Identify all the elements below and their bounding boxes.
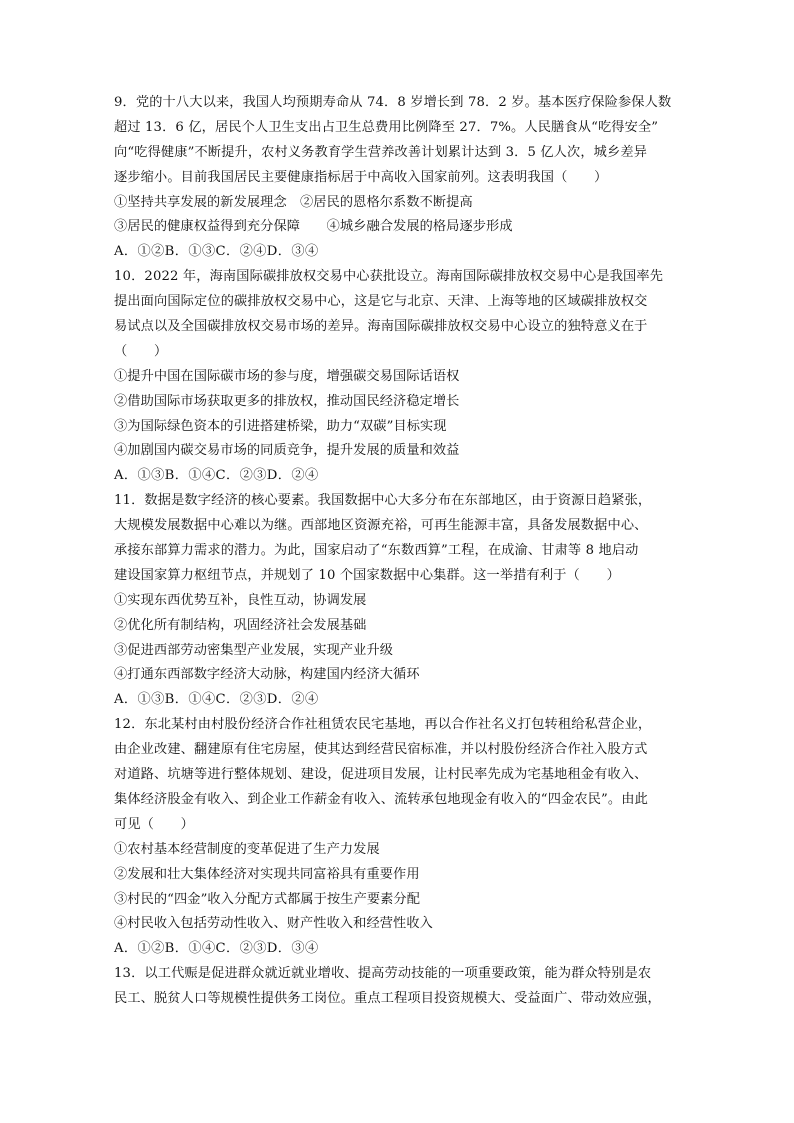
option-line: ④打通东西部数字经济大动脉，构建国内经济大循环 xyxy=(114,667,420,683)
question-stem-line: 民工、脱贫人口等规模性提供务工岗位。重点工程项目投资规模大、受益面广、带动效应强， xyxy=(114,991,661,1007)
answer-choices: A．①③B．①④C．②③D．②④ xyxy=(114,468,319,484)
option-line: ③居民的健康权益得到充分保障 ④城乡融合发展的格局逐步形成 xyxy=(114,219,513,235)
question-stem-line: （ ） xyxy=(114,343,168,359)
question-stem-line: 建设国家算力枢纽节点，并规划了 10 个国家数据中心集群。这一举措有利于（ ） xyxy=(114,567,620,583)
question-stem-line: 集体经济股金有收入、到企业工作薪金有收入、流转承包地现金有收入的“四金农民”。由此 xyxy=(114,791,648,807)
question-stem-line: 12．东北某村由村股份经济合作社租赁农民宅基地，再以合作社名义打包转租给私营企业， xyxy=(114,717,652,733)
option-line: ②借助国际市场获取更多的排放权，推动国民经济稳定增长 xyxy=(114,393,460,409)
question-stem-line: 逐步缩小。目前我国居民主要健康指标居于中高收入国家前列。这表明我国（ ） xyxy=(114,169,608,185)
answer-choices: A．①②B．①④C．②③D．③④ xyxy=(114,941,319,957)
question-stem-line: 10．2022 年，海南国际碳排放权交易中心获批设立。海南国际碳排放权交易中心是我国率先 xyxy=(114,269,664,285)
option-line: ③村民的“四金”收入分配方式都属于按生产要素分配 xyxy=(114,891,421,907)
option-line: ①坚持共享发展的新发展理念 ②居民的恩格尔系数不断提高 xyxy=(114,194,473,210)
question-11 xyxy=(114,489,688,713)
question-stem-line: 向“吃得健康”不断提升，农村义务教育学生营养改善计划累计达到 3．5 亿人次，城乡差异 xyxy=(114,144,648,160)
option-line: ①农村基本经营制度的变革促进了生产力发展 xyxy=(114,841,380,857)
option-line: ③促进西部劳动密集型产业发展，实现产业升级 xyxy=(114,642,394,658)
option-line: ④加剧国内碳交易市场的同质竞争，提升发展的质量和效益 xyxy=(114,443,460,459)
option-line: ②优化所有制结构，巩固经济社会发展基础 xyxy=(114,617,367,633)
question-9 xyxy=(114,91,688,265)
question-stem-line: 13．以工代赈是促进群众就近就业增收、提高劳动技能的一项重要政策，能为群众特别是农 xyxy=(114,966,652,982)
question-stem-line: 9．党的十八大以来，我国人均预期寿命从 74．8 岁增长到 78．2 岁。基本医疗保险参保人数 xyxy=(114,95,672,110)
question-13 xyxy=(114,962,688,1012)
answer-choices: A．①②B．①③C．②④D．③④ xyxy=(114,244,319,260)
option-line: ③为国际绿色资本的引进搭建桥梁，助力“双碳”目标实现 xyxy=(114,418,447,434)
answer-choices: A．①③B．①④C．②③D．②④ xyxy=(114,692,319,708)
question-stem-line: 对道路、坑塘等进行整体规划、建设，促进项目发展，让村民率先成为宅基地租金有收入、 xyxy=(114,767,648,783)
question-stem-line: 易试点以及全国碳排放权交易市场的差异。海南国际碳排放权交易中心设立的独特意义在于 xyxy=(114,319,648,335)
question-12 xyxy=(114,713,688,962)
exam-page xyxy=(114,91,688,1012)
question-stem-line: 可见（ ） xyxy=(114,816,195,832)
question-stem-line: 由企业改建、翻建原有住宅房屋，使其达到经营民宿标准，并以村股份经济合作社入股方式 xyxy=(114,742,648,758)
option-line: ④村民收入包括劳动性收入、财产性收入和经营性收入 xyxy=(114,916,433,932)
question-stem-line: 提出面向国际定位的碳排放权交易中心，这是它与北京、天津、上海等地的区域碳排放权交 xyxy=(114,294,648,310)
question-stem-line: 超过 13．6 亿，居民个人卫生支出占卫生总费用比例降至 27．7%。人民膳食从“吃得安全” xyxy=(114,119,659,135)
option-line: ①实现东西优势互补，良性互动，协调发展 xyxy=(114,592,367,608)
question-stem-line: 大规模发展数据中心难以为继。西部地区资源充裕，可再生能源丰富，具备发展数据中心、 xyxy=(114,518,648,534)
question-stem-line: 11．数据是数字经济的核心要素。我国数据中心大多分布在东部地区，由于资源日趋紧张， xyxy=(114,493,652,509)
option-line: ②发展和壮大集体经济对实现共同富裕具有重要作用 xyxy=(114,866,420,882)
question-stem-line: 承接东部算力需求的潜力。为此，国家启动了“东数西算”工程，在成渝、甘肃等 8 地启动 xyxy=(114,543,639,559)
option-line: ①提升中国在国际碳市场的参与度，增强碳交易国际话语权 xyxy=(114,368,460,384)
question-10 xyxy=(114,265,688,489)
